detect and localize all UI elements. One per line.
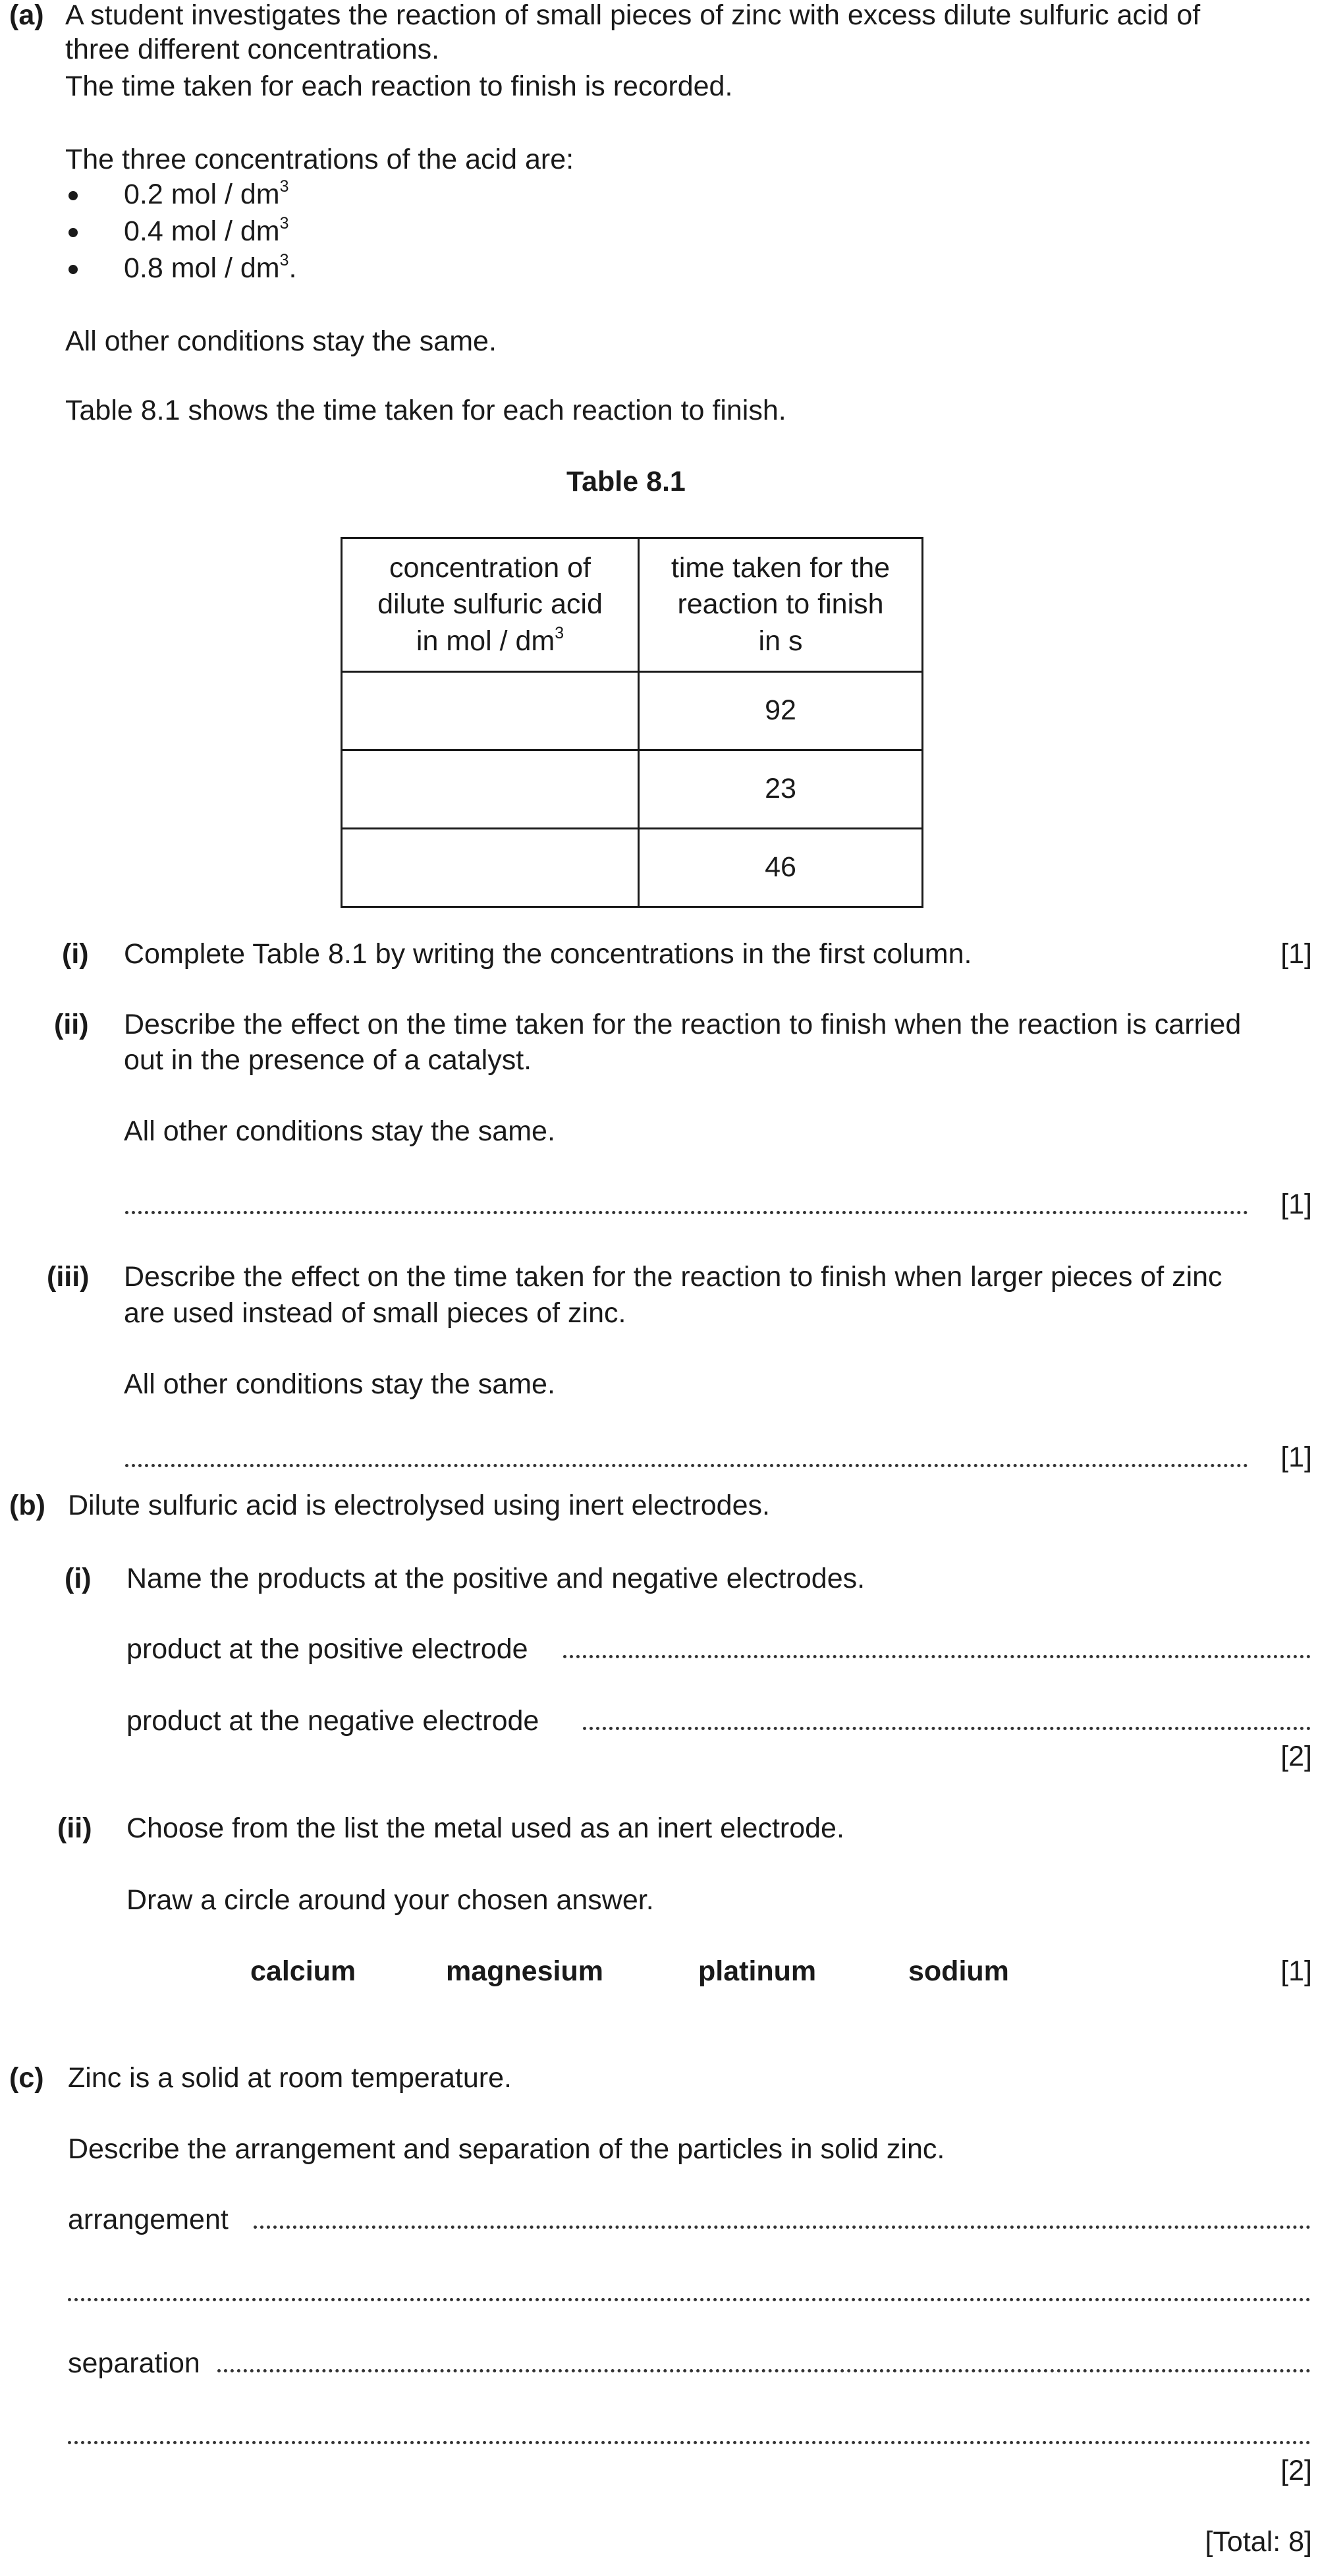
option-platinum[interactable]: platinum [698, 1955, 817, 1987]
table-header-concentration: concentration of dilute sulfuric acid in mol / $dm^3$ [342, 538, 639, 672]
total-marks: [Total: 8] [1205, 2526, 1312, 2558]
table-intro-text: Table 8.1 shows the time taken for each reaction to finish. [65, 395, 786, 426]
table-header-row [342, 538, 923, 672]
negative-electrode-answer-line[interactable] [583, 1727, 1311, 1730]
concentrations-intro: The three concentrations of the acid are: [65, 144, 574, 175]
part-a-ii-text-line2: out in the presence of a catalyst. [124, 1044, 532, 1076]
option-magnesium[interactable]: magnesium [446, 1955, 603, 1987]
part-c-intro: Zinc is a solid at room temperature. [68, 2062, 512, 2094]
time-cell: 46 [639, 829, 923, 907]
time-cell: 92 [639, 672, 923, 750]
part-a-iii-text-line1: Describe the effect on the time taken for the reaction to finish when larger pieces of zinc [124, 1261, 1222, 1293]
time-cell: 23 [639, 750, 923, 829]
table-title: Table 8.1 [566, 466, 686, 497]
part-b-intro: Dilute sulfuric acid is electrolysed using inert electrodes. [68, 1490, 770, 1521]
concentration-cell[interactable] [342, 672, 639, 750]
negative-electrode-label: product at the negative electrode [126, 1705, 539, 1737]
part-c-question: Describe the arrangement and separation of the particles in solid zinc. [68, 2133, 945, 2165]
part-a-i-label: (i) [62, 938, 89, 970]
part-b-i-label: (i) [65, 1563, 92, 1594]
option-calcium[interactable]: calcium [250, 1955, 356, 1987]
part-a-ii-marks: [1] [1280, 1189, 1312, 1220]
positive-electrode-label: product at the positive electrode [126, 1633, 528, 1665]
other-conditions-text: All other conditions stay the same. [65, 325, 497, 357]
option-sodium[interactable]: sodium [908, 1955, 1009, 1987]
separation-answer-line-2[interactable] [68, 2441, 1311, 2444]
part-a-intro-line1: A student investigates the reaction of small pieces of zinc with excess dilute sulfuric acid of [65, 0, 1201, 31]
part-b-ii-text: Choose from the list the metal used as an inert electrode. [126, 1812, 844, 1844]
table-header-time: time taken for the reaction to finish in s [639, 538, 923, 672]
part-a-i-marks: [1] [1280, 938, 1312, 970]
part-a-ii-conditions: All other conditions stay the same. [124, 1115, 555, 1147]
concentration-cell[interactable] [342, 829, 639, 907]
concentration-item-1: 0.2 mol / $dm^3$ [124, 177, 289, 210]
data-table [341, 537, 923, 908]
part-a-i-text: Complete Table 8.1 by writing the concentrations in the first column. [124, 938, 972, 970]
table-row [342, 750, 923, 829]
part-b-i-marks: [2] [1280, 1741, 1312, 1772]
bullet-icon [69, 265, 78, 274]
part-b-ii-instruction: Draw a circle around your chosen answer. [126, 1884, 654, 1916]
arrangement-answer-line-2[interactable] [68, 2298, 1311, 2301]
part-b-ii-label: (ii) [57, 1812, 92, 1844]
answer-line[interactable] [125, 1211, 1248, 1214]
part-b-ii-marks: [1] [1280, 1955, 1312, 1987]
part-b-label: (b) [9, 1490, 45, 1521]
bullet-icon [69, 228, 78, 237]
part-a-label: (a) [9, 0, 44, 31]
part-c-label: (c) [9, 2062, 44, 2094]
answer-line[interactable] [125, 1464, 1248, 1467]
part-a-iii-label: (iii) [47, 1261, 90, 1293]
bullet-icon [69, 191, 78, 200]
separation-answer-line[interactable] [217, 2369, 1311, 2372]
part-a-iii-text-line2: are used instead of small pieces of zinc. [124, 1297, 626, 1329]
arrangement-answer-line[interactable] [254, 2226, 1311, 2229]
part-b-i-text: Name the products at the positive and negative electrodes. [126, 1563, 865, 1594]
part-a-intro-line3: The time taken for each reaction to finish is recorded. [65, 70, 733, 102]
part-a-intro-line2: three different concentrations. [65, 34, 440, 65]
table-row [342, 672, 923, 750]
concentration-item-3: 0.8 mol / $dm^3$. [124, 251, 297, 284]
table-row [342, 829, 923, 907]
part-a-iii-marks: [1] [1280, 1442, 1312, 1473]
part-a-iii-conditions: All other conditions stay the same. [124, 1368, 555, 1400]
concentration-item-2: 0.4 mol / $dm^3$ [124, 214, 289, 247]
positive-electrode-answer-line[interactable] [563, 1655, 1311, 1658]
part-c-marks: [2] [1280, 2455, 1312, 2486]
concentration-cell[interactable] [342, 750, 639, 829]
part-a-ii-text-line1: Describe the effect on the time taken for the reaction to finish when the reaction is carried [124, 1009, 1242, 1040]
separation-label: separation [68, 2347, 200, 2379]
part-a-ii-label: (ii) [54, 1009, 89, 1040]
arrangement-label: arrangement [68, 2204, 229, 2235]
